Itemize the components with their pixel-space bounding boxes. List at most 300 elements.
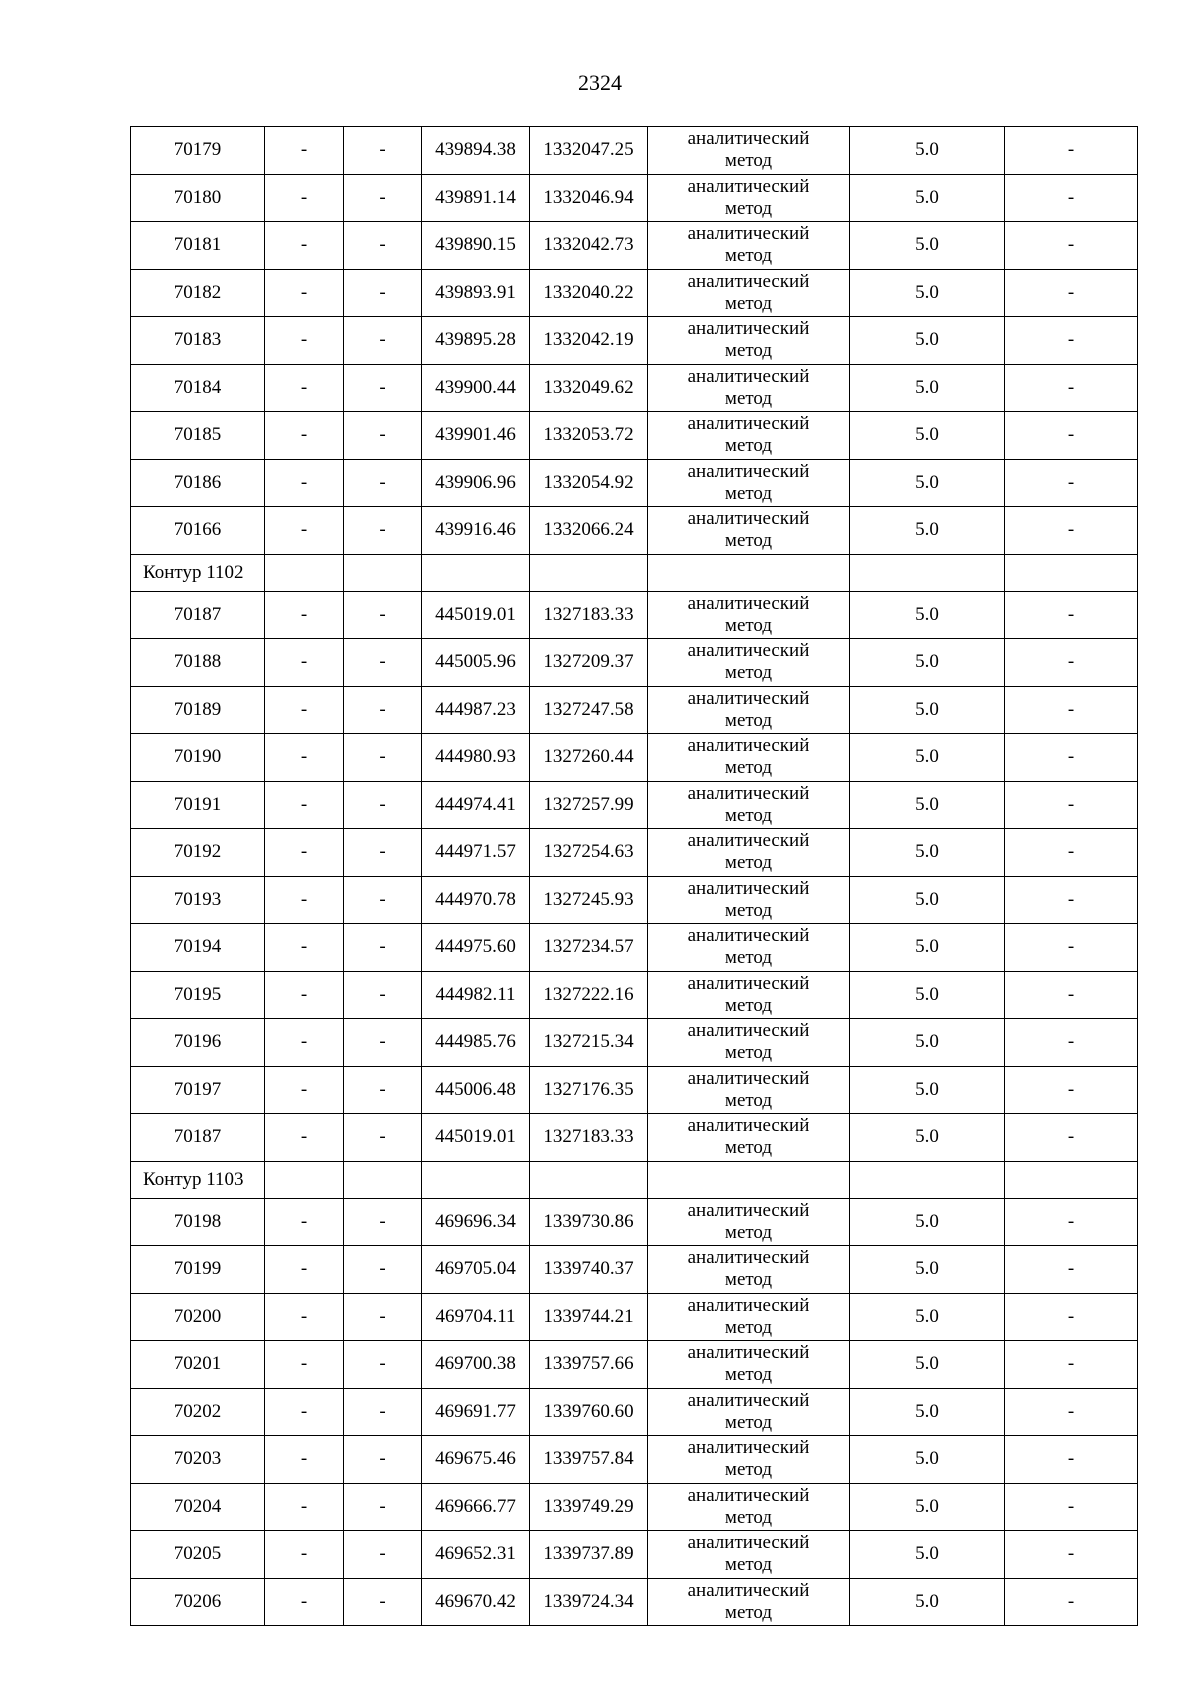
method-line-1: аналитический	[687, 1115, 810, 1137]
column-8-cell: -	[1005, 734, 1138, 782]
empty-cell	[1005, 1161, 1138, 1198]
column-8-cell: -	[1005, 1114, 1138, 1162]
method-line-2: метод	[724, 1506, 773, 1528]
y-coordinate-cell: 1327215.34	[530, 1019, 648, 1067]
method-line-1: аналитический	[687, 1020, 810, 1042]
method-line-2: метод	[724, 245, 773, 267]
y-coordinate-cell: 1332046.94	[530, 174, 648, 222]
column-2-cell: -	[265, 1531, 344, 1579]
point-number-cell: 70205	[131, 1531, 265, 1579]
method-line-2: метод	[724, 994, 773, 1016]
method-line-1: аналитический	[687, 1484, 810, 1506]
y-coordinate-cell: 1339744.21	[530, 1293, 648, 1341]
method-cell	[648, 1019, 850, 1067]
column-8-cell: -	[1005, 269, 1138, 317]
x-coordinate-cell: 445019.01	[422, 591, 530, 639]
empty-cell	[344, 554, 422, 591]
method-line-2: метод	[724, 662, 773, 684]
column-3-cell: -	[344, 876, 422, 924]
x-coordinate-cell: 444971.57	[422, 829, 530, 877]
table-row	[131, 1531, 1138, 1579]
table-row	[131, 781, 1138, 829]
empty-cell	[530, 1161, 648, 1198]
column-2-cell: -	[265, 1341, 344, 1389]
method-line-1: аналитический	[687, 128, 810, 150]
accuracy-cell: 5.0	[850, 1341, 1005, 1389]
point-number-cell: 70199	[131, 1246, 265, 1294]
method-line-2: метод	[724, 1411, 773, 1433]
method-line-1: аналитический	[687, 877, 810, 899]
x-coordinate-cell: 439906.96	[422, 459, 530, 507]
accuracy-cell: 5.0	[850, 269, 1005, 317]
y-coordinate-cell: 1327222.16	[530, 971, 648, 1019]
accuracy-cell: 5.0	[850, 639, 1005, 687]
method-line-2: метод	[724, 1459, 773, 1481]
column-8-cell: -	[1005, 1066, 1138, 1114]
accuracy-cell: 5.0	[850, 412, 1005, 460]
x-coordinate-cell: 444974.41	[422, 781, 530, 829]
y-coordinate-cell: 1339757.66	[530, 1341, 648, 1389]
table-row	[131, 971, 1138, 1019]
table-row	[131, 507, 1138, 555]
column-3-cell: -	[344, 222, 422, 270]
column-2-cell: -	[265, 1388, 344, 1436]
column-8-cell: -	[1005, 127, 1138, 175]
method-line-2: метод	[724, 1364, 773, 1386]
method-line-1: аналитический	[687, 1067, 810, 1089]
accuracy-cell: 5.0	[850, 1436, 1005, 1484]
method-line-1: аналитический	[687, 1247, 810, 1269]
column-3-cell: -	[344, 1293, 422, 1341]
x-coordinate-cell: 439891.14	[422, 174, 530, 222]
column-2-cell: -	[265, 1578, 344, 1626]
contour-header-row	[131, 1161, 1138, 1198]
y-coordinate-cell: 1327254.63	[530, 829, 648, 877]
table-row	[131, 1483, 1138, 1531]
accuracy-cell: 5.0	[850, 459, 1005, 507]
column-8-cell: -	[1005, 317, 1138, 365]
method-line-1: аналитический	[687, 270, 810, 292]
column-8-cell: -	[1005, 222, 1138, 270]
y-coordinate-cell: 1339760.60	[530, 1388, 648, 1436]
column-2-cell: -	[265, 174, 344, 222]
method-line-2: метод	[724, 1221, 773, 1243]
point-number-cell: 70180	[131, 174, 265, 222]
method-line-2: метод	[724, 804, 773, 826]
method-line-2: метод	[724, 852, 773, 874]
method-line-2: метод	[724, 292, 773, 314]
column-8-cell: -	[1005, 507, 1138, 555]
accuracy-cell: 5.0	[850, 1388, 1005, 1436]
accuracy-cell: 5.0	[850, 734, 1005, 782]
x-coordinate-cell: 445006.48	[422, 1066, 530, 1114]
column-3-cell: -	[344, 269, 422, 317]
empty-cell	[422, 1161, 530, 1198]
method-cell	[648, 1198, 850, 1246]
empty-cell	[648, 1161, 850, 1198]
method-cell	[648, 591, 850, 639]
y-coordinate-cell: 1339730.86	[530, 1198, 648, 1246]
x-coordinate-cell: 444970.78	[422, 876, 530, 924]
column-8-cell: -	[1005, 924, 1138, 972]
x-coordinate-cell: 469666.77	[422, 1483, 530, 1531]
column-3-cell: -	[344, 412, 422, 460]
column-2-cell: -	[265, 269, 344, 317]
table-row	[131, 1246, 1138, 1294]
column-8-cell: -	[1005, 1578, 1138, 1626]
point-number-cell: 70206	[131, 1578, 265, 1626]
y-coordinate-cell: 1332053.72	[530, 412, 648, 460]
table-row	[131, 222, 1138, 270]
column-2-cell: -	[265, 1114, 344, 1162]
table-row	[131, 1066, 1138, 1114]
point-number-cell: 70191	[131, 781, 265, 829]
column-8-cell: -	[1005, 686, 1138, 734]
column-8-cell: -	[1005, 639, 1138, 687]
table-row	[131, 364, 1138, 412]
method-line-2: метод	[724, 757, 773, 779]
y-coordinate-cell: 1327247.58	[530, 686, 648, 734]
column-3-cell: -	[344, 1019, 422, 1067]
column-3-cell: -	[344, 317, 422, 365]
x-coordinate-cell: 469652.31	[422, 1531, 530, 1579]
accuracy-cell: 5.0	[850, 1114, 1005, 1162]
accuracy-cell: 5.0	[850, 1066, 1005, 1114]
method-line-2: метод	[724, 1137, 773, 1159]
method-line-2: метод	[724, 197, 773, 219]
column-2-cell: -	[265, 829, 344, 877]
column-3-cell: -	[344, 1246, 422, 1294]
table-row	[131, 1114, 1138, 1162]
method-line-2: метод	[724, 150, 773, 172]
column-8-cell: -	[1005, 971, 1138, 1019]
method-cell	[648, 1114, 850, 1162]
column-3-cell: -	[344, 1066, 422, 1114]
column-2-cell: -	[265, 1436, 344, 1484]
column-2-cell: -	[265, 686, 344, 734]
y-coordinate-cell: 1339749.29	[530, 1483, 648, 1531]
method-line-2: метод	[724, 947, 773, 969]
method-line-2: метод	[724, 482, 773, 504]
table-row	[131, 1388, 1138, 1436]
column-3-cell: -	[344, 174, 422, 222]
method-cell	[648, 924, 850, 972]
column-2-cell: -	[265, 1293, 344, 1341]
method-line-2: метод	[724, 709, 773, 731]
method-line-1: аналитический	[687, 782, 810, 804]
point-number-cell: 70185	[131, 412, 265, 460]
method-cell	[648, 222, 850, 270]
method-line-1: аналитический	[687, 925, 810, 947]
x-coordinate-cell: 445005.96	[422, 639, 530, 687]
method-line-2: метод	[724, 1042, 773, 1064]
y-coordinate-cell: 1332042.73	[530, 222, 648, 270]
point-number-cell: 70196	[131, 1019, 265, 1067]
method-line-1: аналитический	[687, 1389, 810, 1411]
table-row	[131, 1436, 1138, 1484]
column-8-cell: -	[1005, 829, 1138, 877]
point-number-cell: 70184	[131, 364, 265, 412]
y-coordinate-cell: 1327234.57	[530, 924, 648, 972]
point-number-cell: 70194	[131, 924, 265, 972]
method-cell	[648, 1436, 850, 1484]
method-cell	[648, 364, 850, 412]
column-8-cell: -	[1005, 1019, 1138, 1067]
x-coordinate-cell: 445019.01	[422, 1114, 530, 1162]
method-line-1: аналитический	[687, 735, 810, 757]
method-line-1: аналитический	[687, 1342, 810, 1364]
point-number-cell: 70195	[131, 971, 265, 1019]
table-row	[131, 1293, 1138, 1341]
column-2-cell: -	[265, 222, 344, 270]
column-8-cell: -	[1005, 1531, 1138, 1579]
method-line-1: аналитический	[687, 640, 810, 662]
accuracy-cell: 5.0	[850, 507, 1005, 555]
column-2-cell: -	[265, 1246, 344, 1294]
y-coordinate-cell: 1332040.22	[530, 269, 648, 317]
accuracy-cell: 5.0	[850, 686, 1005, 734]
column-3-cell: -	[344, 127, 422, 175]
y-coordinate-cell: 1332054.92	[530, 459, 648, 507]
x-coordinate-cell: 439890.15	[422, 222, 530, 270]
method-cell	[648, 1388, 850, 1436]
point-number-cell: 70166	[131, 507, 265, 555]
y-coordinate-cell: 1327176.35	[530, 1066, 648, 1114]
point-number-cell: 70188	[131, 639, 265, 687]
accuracy-cell: 5.0	[850, 781, 1005, 829]
y-coordinate-cell: 1332049.62	[530, 364, 648, 412]
y-coordinate-cell: 1327209.37	[530, 639, 648, 687]
method-cell	[648, 174, 850, 222]
column-2-cell: -	[265, 459, 344, 507]
table-row	[131, 1341, 1138, 1389]
y-coordinate-cell: 1327245.93	[530, 876, 648, 924]
column-3-cell: -	[344, 459, 422, 507]
x-coordinate-cell: 439916.46	[422, 507, 530, 555]
method-cell	[648, 1578, 850, 1626]
accuracy-cell: 5.0	[850, 127, 1005, 175]
method-line-1: аналитический	[687, 365, 810, 387]
column-3-cell: -	[344, 829, 422, 877]
method-line-1: аналитический	[687, 1294, 810, 1316]
point-number-cell: 70201	[131, 1341, 265, 1389]
method-line-1: аналитический	[687, 1199, 810, 1221]
point-number-cell: 70179	[131, 127, 265, 175]
method-cell	[648, 639, 850, 687]
method-line-1: аналитический	[687, 1437, 810, 1459]
method-line-2: метод	[724, 530, 773, 552]
x-coordinate-cell: 439900.44	[422, 364, 530, 412]
method-line-2: метод	[724, 899, 773, 921]
empty-cell	[850, 1161, 1005, 1198]
y-coordinate-cell: 1332066.24	[530, 507, 648, 555]
column-2-cell: -	[265, 1066, 344, 1114]
method-cell	[648, 876, 850, 924]
column-2-cell: -	[265, 1483, 344, 1531]
accuracy-cell: 5.0	[850, 1198, 1005, 1246]
accuracy-cell: 5.0	[850, 1531, 1005, 1579]
table-row	[131, 1019, 1138, 1067]
table-row	[131, 829, 1138, 877]
x-coordinate-cell: 444987.23	[422, 686, 530, 734]
y-coordinate-cell: 1339757.84	[530, 1436, 648, 1484]
column-2-cell: -	[265, 127, 344, 175]
table-row	[131, 174, 1138, 222]
table-row	[131, 639, 1138, 687]
column-8-cell: -	[1005, 412, 1138, 460]
accuracy-cell: 5.0	[850, 829, 1005, 877]
point-number-cell: 70200	[131, 1293, 265, 1341]
table-row	[131, 127, 1138, 175]
point-number-cell: 70183	[131, 317, 265, 365]
column-3-cell: -	[344, 734, 422, 782]
column-8-cell: -	[1005, 1293, 1138, 1341]
table-row	[131, 459, 1138, 507]
column-2-cell: -	[265, 781, 344, 829]
method-cell	[648, 971, 850, 1019]
method-line-1: аналитический	[687, 318, 810, 340]
contour-label: Контур 1102	[131, 554, 265, 591]
y-coordinate-cell: 1339737.89	[530, 1531, 648, 1579]
contour-label: Контур 1103	[131, 1161, 265, 1198]
column-8-cell: -	[1005, 1341, 1138, 1389]
column-2-cell: -	[265, 507, 344, 555]
accuracy-cell: 5.0	[850, 591, 1005, 639]
column-3-cell: -	[344, 1114, 422, 1162]
y-coordinate-cell: 1332042.19	[530, 317, 648, 365]
column-2-cell: -	[265, 734, 344, 782]
accuracy-cell: 5.0	[850, 1246, 1005, 1294]
method-line-1: аналитический	[687, 1579, 810, 1601]
point-number-cell: 70198	[131, 1198, 265, 1246]
accuracy-cell: 5.0	[850, 1578, 1005, 1626]
column-2-cell: -	[265, 971, 344, 1019]
method-line-1: аналитический	[687, 592, 810, 614]
x-coordinate-cell: 469700.38	[422, 1341, 530, 1389]
empty-cell	[344, 1161, 422, 1198]
table-row	[131, 412, 1138, 460]
x-coordinate-cell: 469704.11	[422, 1293, 530, 1341]
point-number-cell: 70181	[131, 222, 265, 270]
column-3-cell: -	[344, 591, 422, 639]
method-cell	[648, 507, 850, 555]
table-row	[131, 876, 1138, 924]
method-line-2: метод	[724, 435, 773, 457]
y-coordinate-cell: 1327183.33	[530, 591, 648, 639]
x-coordinate-cell: 469705.04	[422, 1246, 530, 1294]
x-coordinate-cell: 439893.91	[422, 269, 530, 317]
method-line-1: аналитический	[687, 223, 810, 245]
method-cell	[648, 1531, 850, 1579]
column-3-cell: -	[344, 781, 422, 829]
column-3-cell: -	[344, 639, 422, 687]
x-coordinate-cell: 439901.46	[422, 412, 530, 460]
column-2-cell: -	[265, 924, 344, 972]
y-coordinate-cell: 1339740.37	[530, 1246, 648, 1294]
point-number-cell: 70192	[131, 829, 265, 877]
column-2-cell: -	[265, 364, 344, 412]
column-8-cell: -	[1005, 1483, 1138, 1531]
column-8-cell: -	[1005, 459, 1138, 507]
column-2-cell: -	[265, 412, 344, 460]
column-8-cell: -	[1005, 1198, 1138, 1246]
column-2-cell: -	[265, 1198, 344, 1246]
point-number-cell: 70186	[131, 459, 265, 507]
y-coordinate-cell: 1327257.99	[530, 781, 648, 829]
column-3-cell: -	[344, 971, 422, 1019]
x-coordinate-cell: 439895.28	[422, 317, 530, 365]
point-number-cell: 70190	[131, 734, 265, 782]
column-3-cell: -	[344, 686, 422, 734]
empty-cell	[850, 554, 1005, 591]
coordinates-table	[130, 126, 1138, 1626]
method-line-1: аналитический	[687, 175, 810, 197]
column-3-cell: -	[344, 1436, 422, 1484]
accuracy-cell: 5.0	[850, 222, 1005, 270]
point-number-cell: 70203	[131, 1436, 265, 1484]
method-cell	[648, 1293, 850, 1341]
method-cell	[648, 317, 850, 365]
y-coordinate-cell: 1327260.44	[530, 734, 648, 782]
method-line-1: аналитический	[687, 1532, 810, 1554]
table-row	[131, 924, 1138, 972]
method-line-1: аналитический	[687, 460, 810, 482]
accuracy-cell: 5.0	[850, 1483, 1005, 1531]
point-number-cell: 70182	[131, 269, 265, 317]
x-coordinate-cell: 444980.93	[422, 734, 530, 782]
column-3-cell: -	[344, 1531, 422, 1579]
column-2-cell: -	[265, 876, 344, 924]
column-8-cell: -	[1005, 591, 1138, 639]
method-line-2: метод	[724, 1554, 773, 1576]
contour-header-row	[131, 554, 1138, 591]
accuracy-cell: 5.0	[850, 1019, 1005, 1067]
accuracy-cell: 5.0	[850, 1293, 1005, 1341]
column-3-cell: -	[344, 1578, 422, 1626]
column-8-cell: -	[1005, 1388, 1138, 1436]
method-cell	[648, 1483, 850, 1531]
accuracy-cell: 5.0	[850, 971, 1005, 1019]
column-8-cell: -	[1005, 174, 1138, 222]
x-coordinate-cell: 439894.38	[422, 127, 530, 175]
point-number-cell: 70197	[131, 1066, 265, 1114]
point-number-cell: 70187	[131, 1114, 265, 1162]
method-line-2: метод	[724, 340, 773, 362]
accuracy-cell: 5.0	[850, 364, 1005, 412]
column-2-cell: -	[265, 317, 344, 365]
method-cell	[648, 829, 850, 877]
method-line-1: аналитический	[687, 830, 810, 852]
table-row	[131, 317, 1138, 365]
method-cell	[648, 412, 850, 460]
method-cell	[648, 459, 850, 507]
column-3-cell: -	[344, 1198, 422, 1246]
x-coordinate-cell: 469696.34	[422, 1198, 530, 1246]
accuracy-cell: 5.0	[850, 924, 1005, 972]
column-2-cell: -	[265, 591, 344, 639]
point-number-cell: 70187	[131, 591, 265, 639]
table-row	[131, 734, 1138, 782]
y-coordinate-cell: 1339724.34	[530, 1578, 648, 1626]
column-3-cell: -	[344, 1341, 422, 1389]
table-row	[131, 686, 1138, 734]
x-coordinate-cell: 469691.77	[422, 1388, 530, 1436]
method-line-2: метод	[724, 1601, 773, 1623]
method-cell	[648, 1066, 850, 1114]
empty-cell	[422, 554, 530, 591]
column-3-cell: -	[344, 364, 422, 412]
accuracy-cell: 5.0	[850, 174, 1005, 222]
